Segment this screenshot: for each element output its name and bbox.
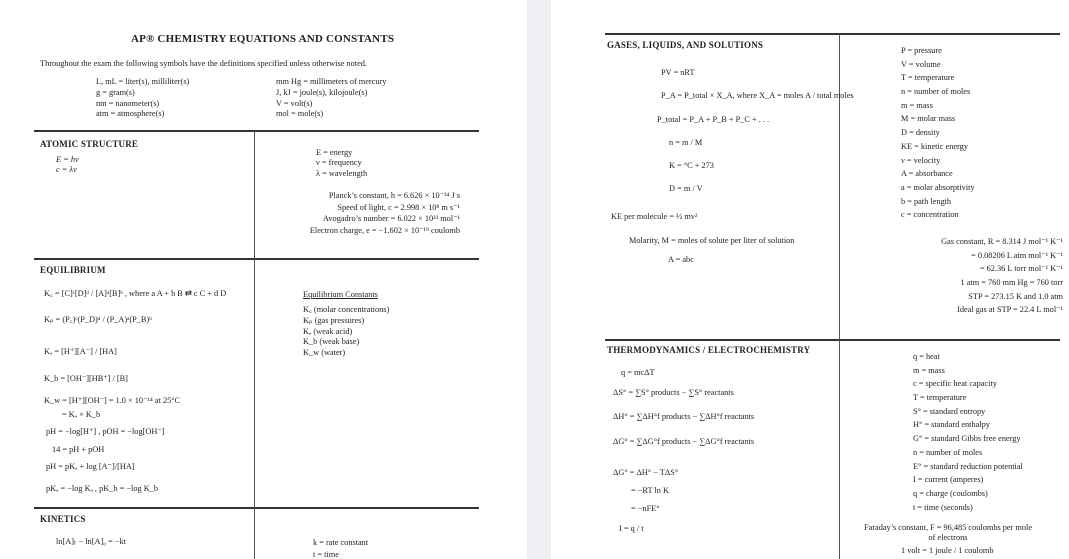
divider (605, 339, 1060, 341)
definition: c = concentration (901, 210, 959, 220)
section-heading-equilibrium: EQUILIBRIUM (40, 265, 106, 275)
constant: = 62.36 L torr mol⁻¹ K⁻¹ (979, 264, 1063, 274)
symbol-def: mm Hg = millimeters of mercury (276, 77, 387, 86)
equation: pH = pKₐ + log [A⁻]/[HA] (46, 462, 135, 471)
equation: KE per molecule = ½ mv² (611, 212, 698, 221)
equation: = −nFE° (631, 504, 660, 513)
equation: P_total = P_A + P_B + P_C + . . . (657, 115, 770, 124)
definition: G° = standard Gibbs free energy (913, 434, 1021, 444)
equation: A = abc (668, 255, 694, 264)
divider (254, 508, 255, 559)
equation: K = °C + 273 (669, 161, 714, 170)
divider (34, 258, 479, 260)
definition: E = energy (316, 148, 353, 157)
equation: D = m / V (669, 184, 703, 193)
equation: K_w = [H⁺][OH⁻] = 1.0 × 10⁻¹⁴ at 25°C (44, 396, 181, 405)
right-page (551, 0, 1069, 559)
constant: = 0.08206 L atm mol⁻¹ K⁻¹ (971, 250, 1063, 260)
equation: E = hν (56, 155, 79, 164)
equation: = −RT ln K (631, 486, 669, 495)
equation: pKₐ = −log Kₐ , pK_b = −log K_b (46, 484, 158, 493)
intro-text: Throughout the exam the following symbols have the definitions specified unless otherwise noted. (40, 59, 367, 68)
section-heading-gases: GASES, LIQUIDS, AND SOLUTIONS (607, 40, 764, 50)
equation: PV = nRT (661, 68, 695, 77)
definition: q = heat (913, 352, 940, 361)
definition: n = number of moles (901, 87, 971, 97)
equation: = Kₐ × K_b (62, 410, 101, 419)
divider (34, 130, 479, 132)
divider (254, 259, 255, 507)
definition: b = path length (901, 196, 952, 206)
definition: ν = frequency (316, 158, 362, 168)
equation: c = λν (56, 165, 77, 175)
definition: m = mass (901, 100, 933, 110)
constant: Avogadro’s number = 6.022 × 10²³ mol⁻¹ (323, 214, 460, 224)
definition: H° = standard enthalpy (913, 420, 990, 430)
divider (605, 33, 1060, 35)
constant: K꜀ (molar concentrations) (303, 305, 390, 314)
thermo-definitions (913, 350, 1023, 514)
symbols-col-b (276, 77, 386, 120)
definition: q = charge (coulombs) (913, 488, 988, 498)
constant: Planck’s constant, h = 6.626 × 10⁻³⁴ J s (328, 191, 460, 200)
constant: Ideal gas at STP = 22.4 L mol⁻¹ (957, 305, 1063, 315)
definition: A = absorbance (901, 169, 953, 179)
equation: ΔH° = ∑ΔH°f products − ∑ΔH°f reactants (613, 412, 755, 421)
definition: D = density (901, 128, 940, 138)
equation: n = m / M (669, 138, 703, 147)
symbol-def: L, mL = liter(s), milliliter(s) (96, 77, 190, 86)
symbol-def: J, kJ = joule(s), kilojoule(s) (276, 87, 368, 97)
page-title: AP® CHEMISTRY EQUATIONS AND CONSTANTS (131, 33, 395, 45)
kinetics-definitions (313, 537, 368, 559)
equation: K_b = [OH⁻][HB⁺] / [B] (44, 374, 128, 383)
equation: K꜀ = [C]ᶜ[D]ᵈ / [A]ᵃ[B]ᵇ , where a A + b B ⇄ c C + d D (44, 289, 227, 298)
volt-definition: 1 volt = 1 joule / 1 coulomb (901, 546, 994, 555)
section-heading-atomic: ATOMIC STRUCTURE (40, 139, 139, 149)
constant: K_w (water) (303, 348, 346, 358)
definition: KE = kinetic energy (901, 141, 968, 151)
equation: ΔG° = ΔH° − TΔS° (613, 468, 679, 477)
definition: E° = standard reduction potential (913, 461, 1023, 471)
definition: m = mass (913, 365, 945, 375)
definition: a = molar absorptivity (901, 182, 975, 192)
constant: Kₐ (weak acid) (303, 326, 353, 336)
equation: pH = −log[H⁺] , pOH = −log[OH⁻] (46, 427, 165, 436)
gases-definitions (901, 44, 975, 222)
equation: I = q / t (619, 524, 644, 533)
symbol-def: mol = mole(s) (276, 109, 324, 119)
definition: t = time (313, 550, 339, 559)
symbol-def: atm = atmosphere(s) (96, 109, 165, 119)
section-heading-kinetics: KINETICS (40, 514, 86, 524)
constant: Electron charge, e = −1.602 × 10⁻¹⁹ coulomb (309, 225, 460, 235)
constant: 1 atm = 760 mm Hg = 760 torr (960, 278, 1063, 288)
symbol-def: nm = nanometer(s) (96, 98, 160, 108)
gas-constants (841, 235, 1063, 317)
definition: c = specific heat capacity (913, 379, 997, 389)
constant: STP = 273.15 K and 1.0 atm (968, 291, 1063, 301)
eq-constants-list (303, 305, 389, 359)
equation: q = mcΔT (621, 368, 655, 377)
symbol-def: V = volt(s) (276, 98, 313, 108)
definition: ν = velocity (901, 155, 941, 165)
divider (839, 340, 840, 559)
divider (34, 507, 479, 509)
equation: ln[A]ₜ − ln[A]₀ = −kt (56, 537, 127, 546)
definition: I = current (amperes) (913, 475, 984, 485)
atomic-definitions (316, 148, 367, 179)
equation: Kₐ = [H⁺][A⁻] / [HA] (44, 347, 117, 356)
equation: P_A = P_total × X_A, where X_A = moles A / total moles (661, 91, 854, 100)
left-page (0, 0, 527, 559)
constant: Faraday’s constant, F = 96,485 coulombs per mole (863, 523, 1033, 532)
divider (254, 131, 255, 259)
symbol-def: g = gram(s) (96, 87, 135, 97)
constant: Kₚ (gas pressures) (303, 315, 365, 325)
symbols-col-a (96, 77, 189, 120)
section-heading-thermo: THERMODYNAMICS / ELECTROCHEMISTRY (607, 345, 811, 355)
constant: of electrons (928, 533, 968, 543)
faraday-constant (842, 523, 1054, 544)
equation: ΔG° = ∑ΔG°f products − ∑ΔG°f reactants (613, 437, 755, 446)
definition: P = pressure (901, 46, 942, 55)
equation: Kₚ = (P꜀)ᶜ(P_D)ᵈ / (P_A)ᵃ(P_B)ᵇ (44, 315, 152, 324)
definition: t = time (seconds) (913, 502, 973, 512)
constant: K_b (weak base) (303, 337, 360, 347)
definition: n = number of moles (913, 447, 983, 457)
definition: S° = standard entropy (913, 406, 986, 416)
equation: Molarity, M = moles of solute per liter of solution (629, 236, 795, 245)
divider (839, 34, 840, 340)
definition: M = molar mass (901, 114, 956, 124)
equation: 14 = pH + pOH (52, 445, 105, 454)
definition: T = temperature (901, 73, 955, 83)
definition: k = rate constant (313, 538, 369, 547)
definition: V = volume (901, 59, 941, 69)
equation: ΔS° = ∑S° products − ∑S° reactants (613, 388, 734, 397)
constant: Speed of light, c = 2.998 × 10⁸ m s⁻¹ (337, 202, 460, 212)
atomic-constants (258, 190, 460, 236)
definition: λ = wavelength (316, 168, 368, 178)
definition: T = temperature (913, 393, 967, 403)
eq-constants-heading: Equilibrium Constants (303, 290, 378, 299)
atomic-equations (56, 155, 79, 176)
constant: Gas constant, R = 8.314 J mol⁻¹ K⁻¹ (941, 237, 1063, 246)
